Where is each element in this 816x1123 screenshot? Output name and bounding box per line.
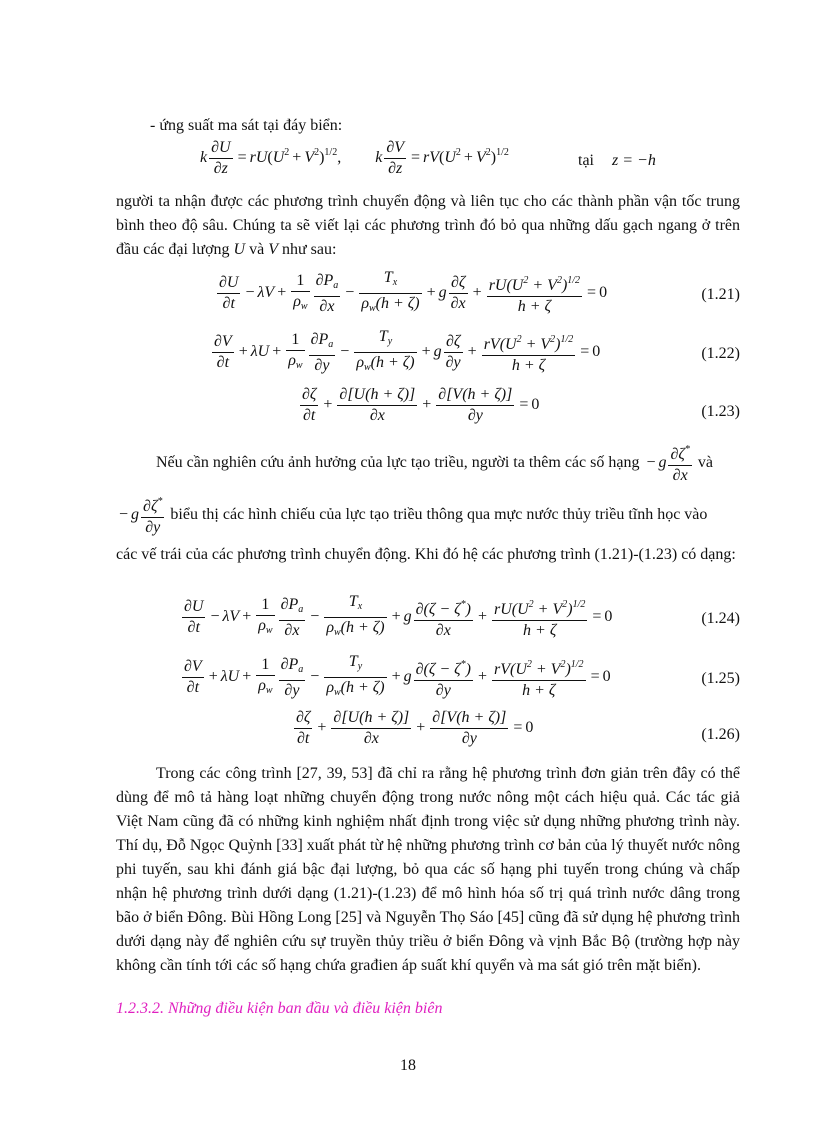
equation-label-1-25: (1.25)	[701, 670, 740, 687]
boundary-stress-equation: k $\frac{\partial U}{\partial z}$ = $rU(U^2 + V^2)^{1/2}$, k $\frac{\partial V}{\partial z}$ = $rV(U^2 + V^2)^{1/2}$	[200, 139, 509, 177]
equation-1-22: $\frac{\partial V}{\partial t}$ + λU + $\frac{1}{\rho_w}$ $\frac{\partial P_a}{\partial y}$ − $\frac{T_y}{\rho_w(h + \zeta)}$ + g $\frac{\partial\zeta}{\partial y}$ + $\frac{rV(U^2 + V^2)^{1/2}}{h + \zeta}$ = 0	[214, 328, 601, 374]
equation-1-26: $\frac{\partial\zeta}{\partial t}$ + $\frac{\partial[U(h + \zeta)]}{\partial x}$ + $\frac{\partial[V(h + \zeta)]}{\partial y}$ = 0	[296, 709, 534, 747]
page-number: 18	[400, 1057, 416, 1074]
equation-label-1-23: (1.23)	[701, 403, 740, 420]
equation-label-1-21: (1.21)	[701, 286, 740, 303]
boundary-at-label: tại	[578, 152, 594, 169]
paragraph-tidal-force-line2: − g $\frac{\partial\zeta^*}{\partial y}$ biểu thị các hình chiếu của lực tạo triều thông qua mực nước thủy triều tĩnh học vào	[116, 492, 740, 538]
equation-1-25: $\frac{\partial V}{\partial t}$ + λU + $\frac{1}{\rho_w}$ $\frac{\partial P_a}{\partial y}$ − $\frac{T_y}{\rho_w(h + \zeta)}$ + g $\frac{\partial(\zeta - \zeta^*)}{\partial y}$ + $\frac{rV(U^2 + V^2)^{1/2}}{h + \zeta}$ = 0	[184, 653, 611, 699]
equation-label-1-24: (1.24)	[701, 610, 740, 627]
paragraph-tidal-force-line1: Nếu cần nghiên cứu ảnh hưởng của lực tạo triều, người ta thêm các số hạng − g $\frac{\partial\zeta^*}{\partial x}$ và	[156, 440, 740, 486]
section-heading: 1.2.3.2. Những điều kiện ban đầu và điều kiện biên	[116, 1000, 443, 1017]
equation-1-23: $\frac{\partial\zeta}{\partial t}$ + $\frac{\partial[U(h + \zeta)]}{\partial x}$ + $\frac{\partial[V(h + \zeta)]}{\partial y}$ = 0	[302, 386, 540, 424]
paragraph-tidal-force-line3: các vế trái của các phương trình chuyển động. Khi đó hệ các phương trình (1.21)-(1.23) có dạng:	[116, 546, 736, 563]
equation-1-21: $\frac{\partial U}{\partial t}$ − λV + $\frac{1}{\rho_w}$ $\frac{\partial P_a}{\partial x}$ − $\frac{T_x}{\rho_w(h + \zeta)}$ + g $\frac{\partial\zeta}{\partial x}$ + $\frac{rU(U^2 + V^2)^{1/2}}{h + \zeta}$ = 0	[219, 269, 608, 315]
paragraph-literature: Trong các công trình [27, 39, 53] đã chỉ ra rằng hệ phương trình đơn giản trên đây có thể dùng để mô tả hàng loạt những chuyển động trong nước nông một cách hiệu quả. Các tác giả Việt Nam cũng đã có những kinh nghiệm nhất định trong việc sử dụng những phương trình này. Thí dụ, Đỗ Ngọc Quỳnh [33] xuất phát từ hệ những phương trình cơ bản của lý thuyết nước nông phi tuyến, sau khi đánh giá bậc đại lượng, bỏ qua các số hạng phi tuyến trong chúng và chấp nhận hệ phương trình dưới dạng (1.21)-(1.23) để mô hình hóa số trị quá trình nước dâng trong bão ở biển Đông. Bùi Hồng Long [25] và Nguyễn Thọ Sáo [45] cũng đã sử dụng hệ phương trình dưới dạng này để nghiên cứu sự truyền thủy triều ở biển Đông và vịnh Bắc Bộ (trường hợp này không cần tính tới các số hạng chứa građien áp suất khí quyển và ma sát gió trên mặt biển).	[116, 765, 740, 974]
equation-label-1-22: (1.22)	[701, 345, 740, 362]
equation-label-1-26: (1.26)	[701, 726, 740, 743]
equation-1-24: $\frac{\partial U}{\partial t}$ − λV + $\frac{1}{\rho_w}$ $\frac{\partial P_a}{\partial x}$ − $\frac{T_x}{\rho_w(h + \zeta)}$ + g $\frac{\partial(\zeta - \zeta^*)}{\partial x}$ + $\frac{rU(U^2 + V^2)^{1/2}}{h + \zeta}$ = 0	[184, 593, 613, 639]
paragraph-intro: người ta nhận được các phương trình chuyển động và liên tục cho các thành phần vận tốc trung bình theo độ sâu. Chúng ta sẽ viết lại các phương trình đó bỏ qua những dấu gạch ngang ở trên đầu các đại lượng U và V như sau:	[116, 193, 740, 258]
bullet-line: - ứng suất ma sát tại đáy biển:	[150, 117, 343, 134]
boundary-condition: z = −h	[612, 152, 656, 169]
